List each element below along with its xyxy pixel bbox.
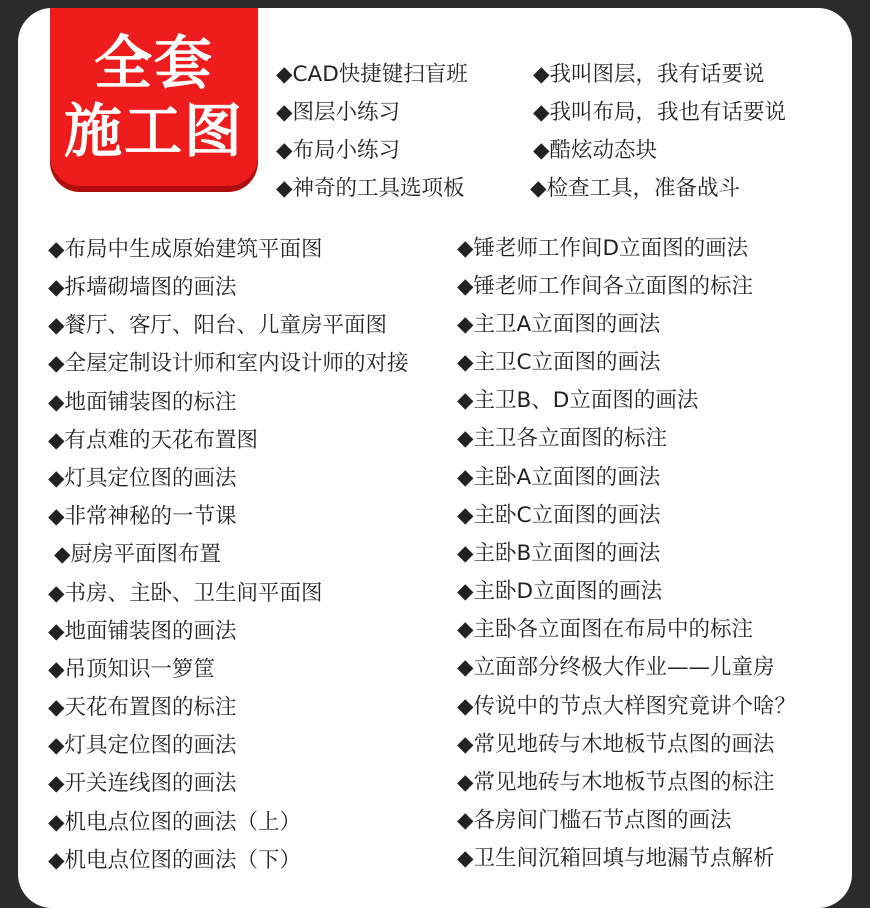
list-item: ◆灯具定位图的画法 <box>48 733 237 758</box>
badge-line-2: 施工图 <box>63 97 244 165</box>
list-item: ◆常见地砖与木地板节点图的画法 <box>457 732 775 757</box>
list-item: ◆检查工具，准备战斗 <box>530 176 741 201</box>
list-item: ◆主卫B、D立面图的画法 <box>457 388 699 413</box>
list-item: ◆餐厅、客厅、阳台、儿童房平面图 <box>48 313 388 338</box>
list-item: ◆有点难的天花布置图 <box>48 428 259 453</box>
list-item: ◆CAD快捷键扫盲班 <box>276 62 468 87</box>
list-item: ◆主卧D立面图的画法 <box>457 579 663 604</box>
list-item: ◆机电点位图的画法（下） <box>48 848 302 873</box>
list-item: ◆拆墙砌墙图的画法 <box>48 275 237 300</box>
list-item: ◆我叫布局，我也有话要说 <box>533 100 787 125</box>
list-item: ◆机电点位图的画法（上） <box>48 810 302 835</box>
list-item: ◆我叫图层，我有话要说 <box>533 62 765 87</box>
title-badge <box>50 8 258 186</box>
list-item: ◆主卫C立面图的画法 <box>457 350 661 375</box>
list-item: ◆锤老师工作间各立面图的标注 <box>457 274 754 299</box>
list-item: ◆主卫A立面图的画法 <box>457 312 661 337</box>
list-item: ◆常见地砖与木地板节点图的标注 <box>457 770 775 795</box>
list-item: ◆主卫各立面图的标注 <box>457 426 668 451</box>
list-item: ◆天花布置图的标注 <box>48 695 237 720</box>
list-item: ◆全屋定制设计师和室内设计师的对接 <box>48 351 409 376</box>
list-item: ◆传说中的节点大样图究竟讲个啥？ <box>457 694 797 719</box>
list-item: ◆主卧B立面图的画法 <box>457 541 661 566</box>
list-item: ◆地面铺装图的画法 <box>48 619 237 644</box>
list-item: ◆开关连线图的画法 <box>48 771 237 796</box>
list-item: ◆主卧C立面图的画法 <box>457 503 661 528</box>
list-item: ◆酷炫动态块 <box>533 138 658 163</box>
list-item: ◆锤老师工作间D立面图的画法 <box>457 236 749 261</box>
list-item: ◆图层小练习 <box>276 100 401 125</box>
list-item: ◆卫生间沉箱回填与地漏节点解析 <box>457 846 775 871</box>
list-item: ◆书房、主卧、卫生间平面图 <box>48 581 323 606</box>
list-item: ◆立面部分终极大作业——儿童房 <box>457 655 775 680</box>
list-item: ◆吊顶知识一箩筐 <box>48 657 216 682</box>
badge-line-1: 全套 <box>93 29 214 97</box>
list-item: ◆地面铺装图的标注 <box>48 390 237 415</box>
list-item: ◆神奇的工具选项板 <box>276 176 465 201</box>
list-item: ◆布局小练习 <box>276 138 401 163</box>
list-item: ◆布局中生成原始建筑平面图 <box>48 237 323 262</box>
list-item: ◆主卧各立面图在布局中的标注 <box>457 617 754 642</box>
list-item: ◆非常神秘的一节课 <box>48 504 237 529</box>
list-item: ◆各房间门槛石节点图的画法 <box>457 808 732 833</box>
list-item: ◆灯具定位图的画法 <box>48 466 237 491</box>
list-item: ◆主卧A立面图的画法 <box>457 465 661 490</box>
list-item: ◆厨房平面图布置 <box>54 542 222 567</box>
